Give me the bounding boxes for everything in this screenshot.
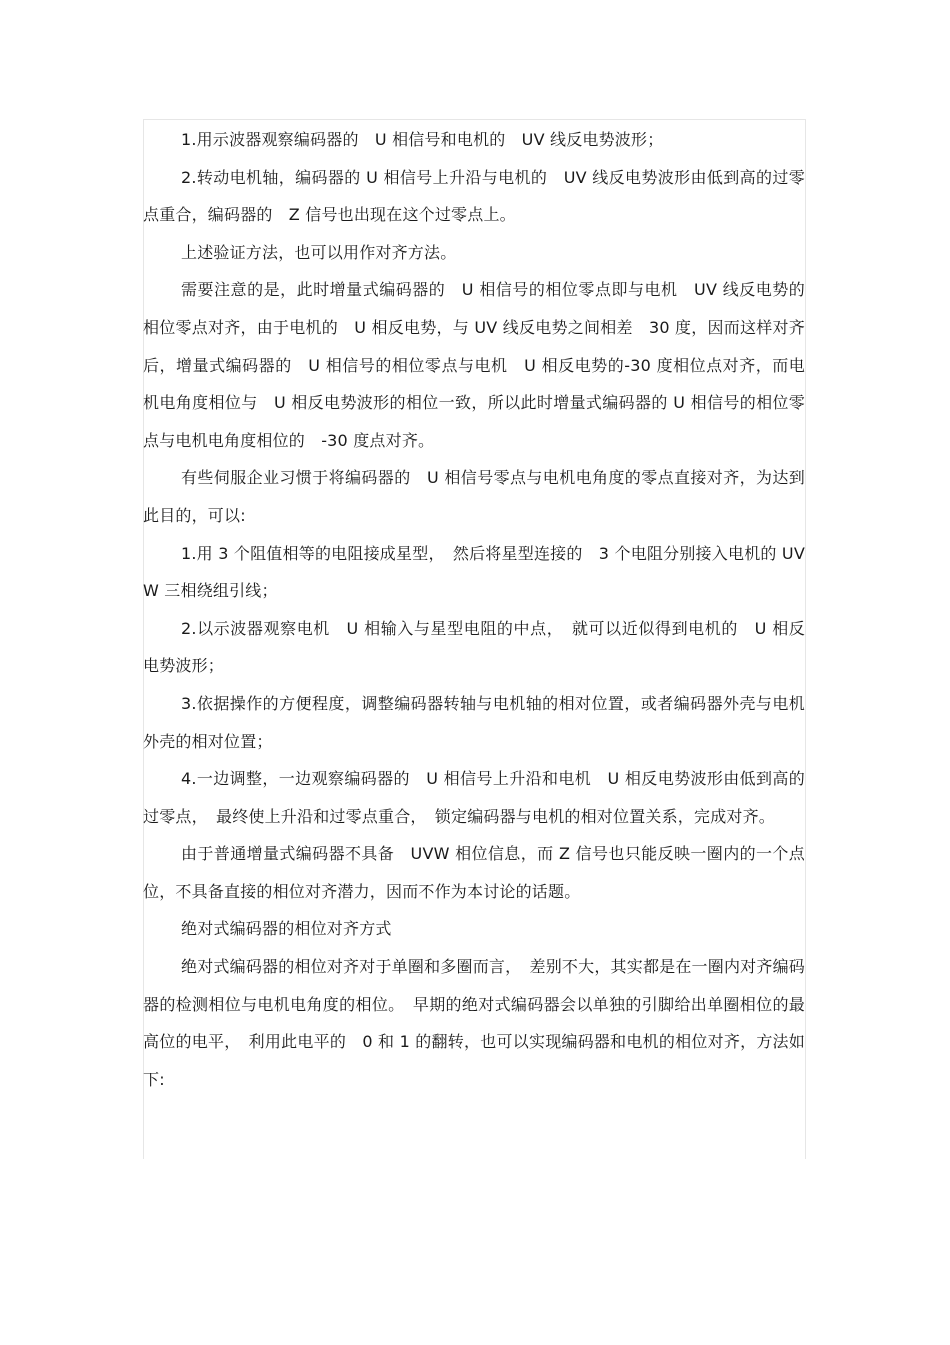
paragraph-step-2-rotate-shaft: 2.转动电机轴，编码器的 U 相信号上升沿与电机的 UV 线反电势波形由低到高的过零点重合，编码器的 Z 信号也出现在这个过零点上。 [143, 167, 805, 225]
paragraph-absolute-encoder-method: 绝对式编码器的相位对齐对于单圈和多圈而言， 差别不大，其实都是在一圈内对齐编码器的检测相位与电机电角度的相位。 早期的绝对式编码器会以单独的引脚给出单圈相位的最高位的电平， 利用此电平的 0 和 1 的翻转，也可以实现编码器和电机的相位对齐，方法如下: [143, 957, 805, 1089]
paragraph-phase-offset-note: 需要注意的是，此时增量式编码器的 U 相信号的相位零点即与电机 UV 线反电势的相位零点对齐，由于电机的 U 相反电势，与 UV 线反电势之间相差 30 度，因而这样对齐后，增量式编码器的 U 相信号的相位零点与电机 U 相反电势的-30 度相位点对齐，而电机电角度相位与 U 相反电势波形的相位一致，所以此时增量式编码器的 U 相信号的相位零点与电机电角度相位的 -30 度点对齐。 [143, 280, 805, 450]
paragraph-star-resistor-step-1: 1.用 3 个阻值相等的电阻接成星型， 然后将星型连接的 3 个电阻分别接入电机的 UVW 三相绕组引线； [143, 543, 805, 601]
paragraph-step-1-oscilloscope: 1.用示波器观察编码器的 U 相信号和电机的 UV 线反电势波形； [181, 130, 664, 149]
section-heading-absolute-encoder: 绝对式编码器的相位对齐方式 [181, 919, 392, 939]
paragraph-star-resistor-step-4: 4.一边调整，一边观察编码器的 U 相信号上升沿和电机 U 相反电势波形由低到高的过零点， 最终使上升沿和过零点重合， 锁定编码器与电机的相对位置关系，完成对齐。 [143, 769, 805, 826]
paragraph-incremental-limitation: 由于普通增量式编码器不具备 UVW 相位信息，而 Z 信号也只能反映一圈内的一个点位，不具备直接的相位对齐潜力，因而不作为本讨论的话题。 [143, 844, 805, 901]
paragraph-verification-note: 上述验证方法，也可以用作对齐方法。 [181, 242, 457, 262]
paragraph-direct-alignment-intro: 有些伺服企业习惯于将编码器的 U 相信号零点与电机电角度的零点直接对齐，为达到此目的，可以: [143, 468, 805, 525]
paragraph-star-resistor-step-3: 3.依据操作的方便程度，调整编码器转轴与电机轴的相对位置，或者编码器外壳与电机外壳的相对位置； [143, 693, 805, 751]
paragraph-star-resistor-step-2: 2.以示波器观察电机 U 相输入与星型电阻的中点， 就可以近似得到电机的 U 相反电势波形； [143, 618, 805, 676]
document-body [143, 121, 805, 1098]
